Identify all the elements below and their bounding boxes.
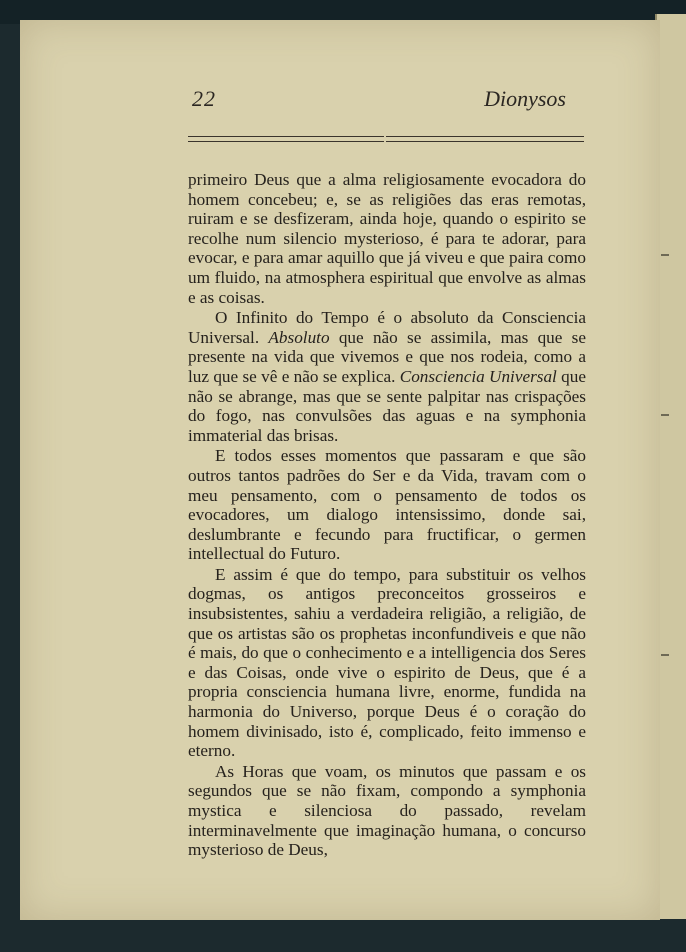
edge-mark [661,654,669,656]
header-rule-right [386,136,584,142]
paragraph: E todos esses momentos que passaram e que são outros tantos padrões do Ser e da Vida, travam com o meu pensamento, com o pensamento de todos os evocadores, um dialogo intensissimo, donde sai, deslumbrante e fecundo para fructificar, o germen intellectual do Futuro. [188,446,586,564]
paragraph: primeiro Deus que a alma religiosamente evocadora do homem concebeu; e, se as religiões das eras remotas, ruiram e se desfizeram, ainda hoje, quando o espirito se recolhe num silencio mysterioso, é para te adorar, para evocar, e para amar aquillo que já viveu e que paira como um fluido, na atmosphera espiritual que envolve as almas e as coisas. [188,170,586,307]
paragraph [188,308,586,445]
paragraph-text: que não se abrange, mas que se sente palpitar nas crispações do fogo, nas convulsões das aguas e na symphonia immaterial das brisas. [188,366,586,445]
edge-mark [661,254,669,256]
page-number: 22 [192,86,216,111]
page-header [168,84,588,114]
paragraph-text: que não se assimila, mas que se presente na vida que vivemos e que nos rodeia, como a luz que se vê e não se explica. [188,327,586,386]
header-rule-left [188,136,384,142]
paragraph: As Horas que voam, os minutos que passam e os segundos que se não fixam, compondo a symphonia mystica e silenciosa do passado, revelam interminavelmente que imaginação humana, o concurso mysterioso de Deus, [188,761,586,860]
emphasis-consciencia-universal: Consciencia Universal [399,366,557,386]
running-title: Dionysos [484,86,566,111]
paragraph-text: O Infinito do Tempo é o absoluto da Consciencia Universal. [188,308,586,347]
edge-mark [661,414,669,416]
emphasis-absoluto: Absoluto [268,327,330,347]
body-text [188,170,586,861]
paragraph: E assim é que do tempo, para substituir os velhos dogmas, os antigos preconceitos grosseiros e insubsistentes, sahiu a verdadeira religião, a religião, de que os artistas são os prophetas inconfundiveis e que não é mais, do que o conhecimento e a intelligencia dos Seres e das Coisas, onde vive o espirito de Deus, que é a propria consciencia humana livre, enorme, fundida na harmonia do Universo, porque Deus é o coração do homem divinisado, isto é, complicado, feito immenso e eterno. [188,564,586,761]
